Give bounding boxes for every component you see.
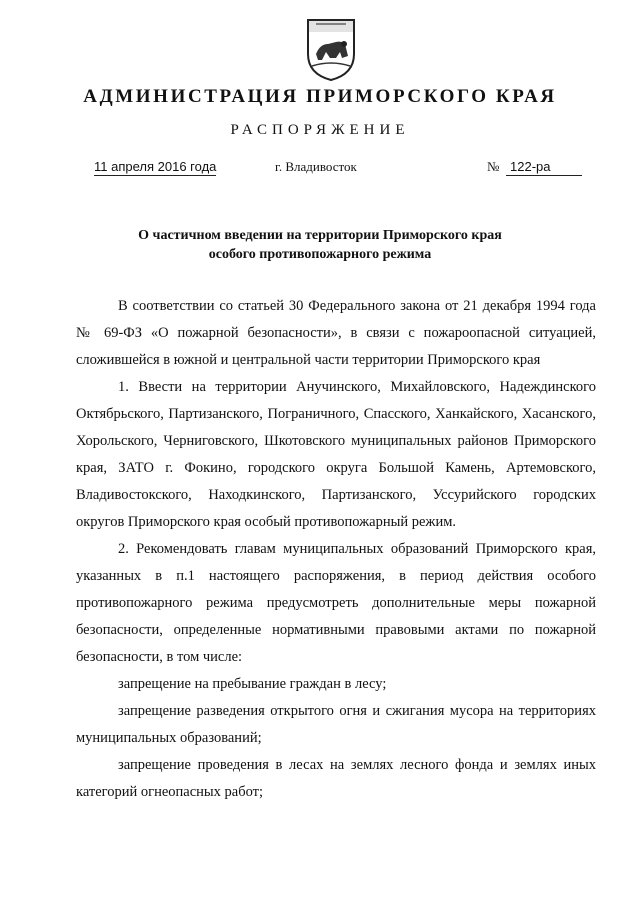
document-date: 11 апреля 2016 года	[94, 159, 217, 174]
body-paragraph: запрещение на пребывание граждан в лесу;	[118, 676, 387, 692]
document-subject	[60, 226, 580, 264]
document-body	[76, 293, 596, 806]
subject-line: особого противопожарного режима	[208, 247, 432, 262]
body-paragraph: запрещение разведения открытого огня и сжигания мусора на территориях муниципальных образований;	[76, 703, 596, 746]
organization-title: АДМИНИСТРАЦИЯ ПРИМОРСКОГО КРАЯ	[83, 86, 557, 107]
body-paragraph: В соответствии со статьей 30 Федерального закона от 21 декабря 1994 года № 69-ФЗ «О пожарной безопасности», в связи с пожароопасной ситуацией, сложившейся в южной и центральной части территории Приморского края	[76, 298, 596, 368]
document-number: 122-ра	[506, 159, 582, 176]
document-type: РАСПОРЯЖЕНИЕ	[230, 122, 410, 138]
emblem	[302, 14, 360, 82]
document-city: г. Владивосток	[275, 159, 357, 174]
document-number-label: №	[487, 159, 500, 174]
body-paragraph: 1. Ввести на территории Анучинского, Михайловского, Надеждинского Октябрьского, Партизанского, Пограничного, Спасского, Ханкайского, Хасанского, Хорольского, Черниговского, Шкотовского муниципальных районов Приморского края, ЗАТО г. Фокино, городского округа Большой Камень, Артемовского, Владивостокского, Находкинского, Партизанского, Уссурийского городских округов Приморского края особый противопожарный режим.	[76, 379, 596, 530]
subject-line: О частичном введении на территории Приморского края	[138, 228, 502, 243]
body-paragraph: запрещение проведения в лесах на землях лесного фонда и землях иных категорий огнеопасных работ;	[76, 757, 596, 800]
coat-of-arms-icon	[302, 14, 360, 82]
body-paragraph: 2. Рекомендовать главам муниципальных образований Приморского края, указанных в п.1 настоящего распоряжения, в период действия особого противопожарного режима предусмотреть дополнительные меры пожарной безопасности, определенные нормативными правовыми актами по пожарной безопасности, в том числе:	[76, 541, 596, 665]
